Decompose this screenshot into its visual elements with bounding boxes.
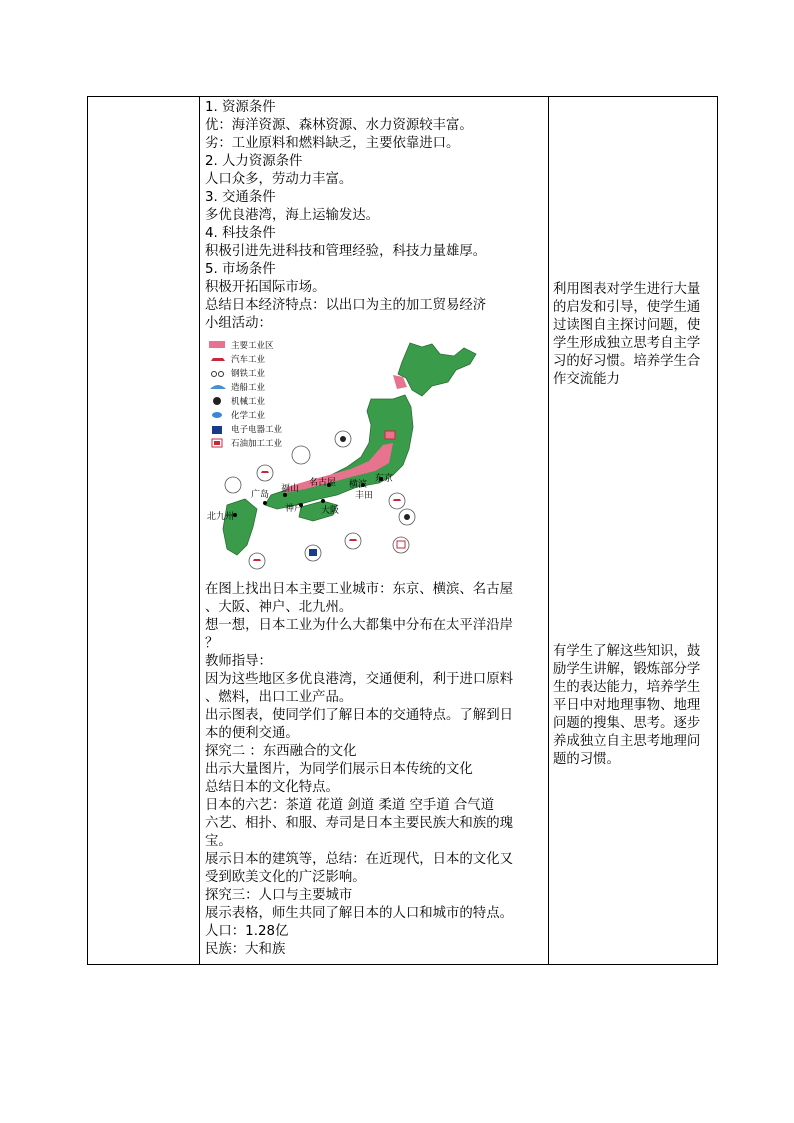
city-label: 神户	[285, 504, 304, 514]
column-divider-left	[199, 97, 200, 964]
text-line: 出示图表，使同学们了解日本的交通特点。了解到日	[205, 708, 513, 723]
lesson-table	[87, 96, 718, 965]
city-label: 丰田	[355, 491, 374, 501]
note-line: 利用图表对学生进行大量	[553, 282, 701, 297]
note-line: 过读图自主探讨问题，使	[553, 318, 701, 333]
activity-text	[205, 581, 545, 959]
hokkaido-island	[398, 343, 476, 396]
text-line: 探究二 ：东西融合的文化	[205, 744, 357, 759]
steel-icon	[292, 446, 310, 464]
japan-industry-map	[205, 335, 505, 579]
city-label: 东京	[375, 474, 394, 484]
city-label: 广岛	[251, 490, 270, 500]
text-line: 小组活动：	[205, 316, 272, 331]
text-line: 展示表格，师生共同了解日本的人口和城市的特点。	[205, 906, 513, 921]
note-line: 励学生讲解，锻炼部分学	[553, 662, 701, 677]
teaching-process-column	[205, 99, 545, 959]
city-label: 大阪	[321, 506, 340, 516]
legend-label: 石油加工工业	[231, 439, 283, 449]
city-label: 横滨	[349, 480, 368, 490]
text-line: 本的便利交通。	[205, 726, 299, 741]
chemical-icon	[212, 412, 222, 418]
text-line: 日本的六艺：茶道 花道 剑道 柔道 空手道 合气道	[205, 798, 495, 813]
text-line: 因为这些地区多优良港湾，交通便利，利于进口原料	[205, 672, 513, 687]
note-line: 问题的搜集、思考。逐步	[553, 716, 701, 731]
city-label: 福山	[281, 484, 300, 494]
text-line: 优：海洋资源、森林资源、水力资源较丰富。	[205, 118, 473, 133]
city-label: 名古屋	[309, 478, 337, 488]
text-line: 、大阪、神户、北九州。	[205, 600, 353, 615]
steel-icon	[212, 372, 217, 377]
note-line: 养成独立自主思考地理问	[553, 734, 701, 749]
map-legend	[209, 340, 283, 449]
legend-label: 电子电器工业	[231, 425, 283, 435]
column-divider-right	[548, 97, 549, 964]
text-line: 人口：1.28亿	[205, 924, 289, 939]
legend-label: 造船工业	[231, 383, 266, 393]
note-line: 的启发和引导，使学生通	[553, 300, 701, 315]
text-line: 人口众多，劳动力丰富。	[205, 172, 353, 187]
text-line: 总结日本的文化特点。	[205, 780, 339, 795]
text-line: 2. 人力资源条件	[205, 154, 303, 169]
text-line: 总结日本经济特点：以出口为主的加工贸易经济	[205, 298, 487, 313]
design-intent-note-1	[553, 281, 713, 389]
note-line: 题的习惯。	[553, 752, 620, 767]
text-line: 在图上找出日本主要工业城市：东京、横滨、名古屋	[205, 582, 513, 597]
legend-label: 机械工业	[231, 397, 266, 407]
legend-label: 汽车工业	[231, 355, 266, 365]
text-line: 多优良港湾，海上运输发达。	[205, 208, 380, 223]
legend-label: 化学工业	[231, 411, 266, 421]
note-line: 作交流能力	[553, 372, 620, 387]
text-line: 5. 市场条件	[205, 262, 276, 277]
electronics-icon	[212, 426, 222, 434]
city-label: 北九州	[207, 512, 235, 522]
industrial-zone-swatch	[209, 341, 225, 348]
legend-label: 主要工业区	[231, 341, 274, 351]
tokyo-zone	[385, 431, 395, 439]
text-line: 展示日本的建筑等，总结：在近现代，日本的文化又	[205, 852, 513, 867]
car-icon	[211, 358, 225, 361]
note-line: 习的好习惯。培养学生合	[553, 354, 701, 369]
text-line: 民族：大和族	[205, 942, 286, 957]
text-line: 3. 交通条件	[205, 190, 276, 205]
text-line: 劣：工业原料和燃料缺乏，主要依靠进口。	[205, 136, 460, 151]
text-line: 出示大量图片，为同学们展示日本传统的文化	[205, 762, 473, 777]
text-line: 积极引进先进科技和管理经验，科技力量雄厚。	[205, 244, 487, 259]
text-line: 六艺、相扑、和服、寿司是日本主要民族大和族的瑰	[205, 816, 513, 831]
text-line: 1. 资源条件	[205, 100, 276, 115]
design-intent-note-2	[553, 643, 713, 769]
text-line: 受到欧美文化的广泛影响。	[205, 870, 366, 885]
ship-icon	[210, 385, 226, 389]
text-line: 4. 科技条件	[205, 226, 276, 241]
text-line: ？	[205, 636, 219, 651]
steel-icon	[225, 477, 241, 493]
text-line: 想一想，日本工业为什么大都集中分布在太平洋沿岸	[205, 618, 513, 633]
text-line: 、燃料，出口工业产品。	[205, 690, 353, 705]
text-line: 教师指导：	[205, 654, 272, 669]
text-line: 积极开拓国际市场。	[205, 280, 326, 295]
kyushu-island	[223, 499, 257, 555]
legend-label: 钢铁工业	[231, 369, 266, 379]
note-line: 有学生了解这些知识，鼓	[553, 644, 701, 659]
text-line: 宝。	[205, 834, 232, 849]
note-line: 平日中对地理事物、地理	[553, 698, 701, 713]
note-line: 学生形成独立思考自主学	[553, 336, 701, 351]
note-line: 生的表达能力，培养学生	[553, 680, 701, 695]
machine-icon	[213, 397, 221, 405]
resource-conditions-text	[205, 99, 545, 333]
text-line: 探究三：人口与主要城市	[205, 888, 353, 903]
